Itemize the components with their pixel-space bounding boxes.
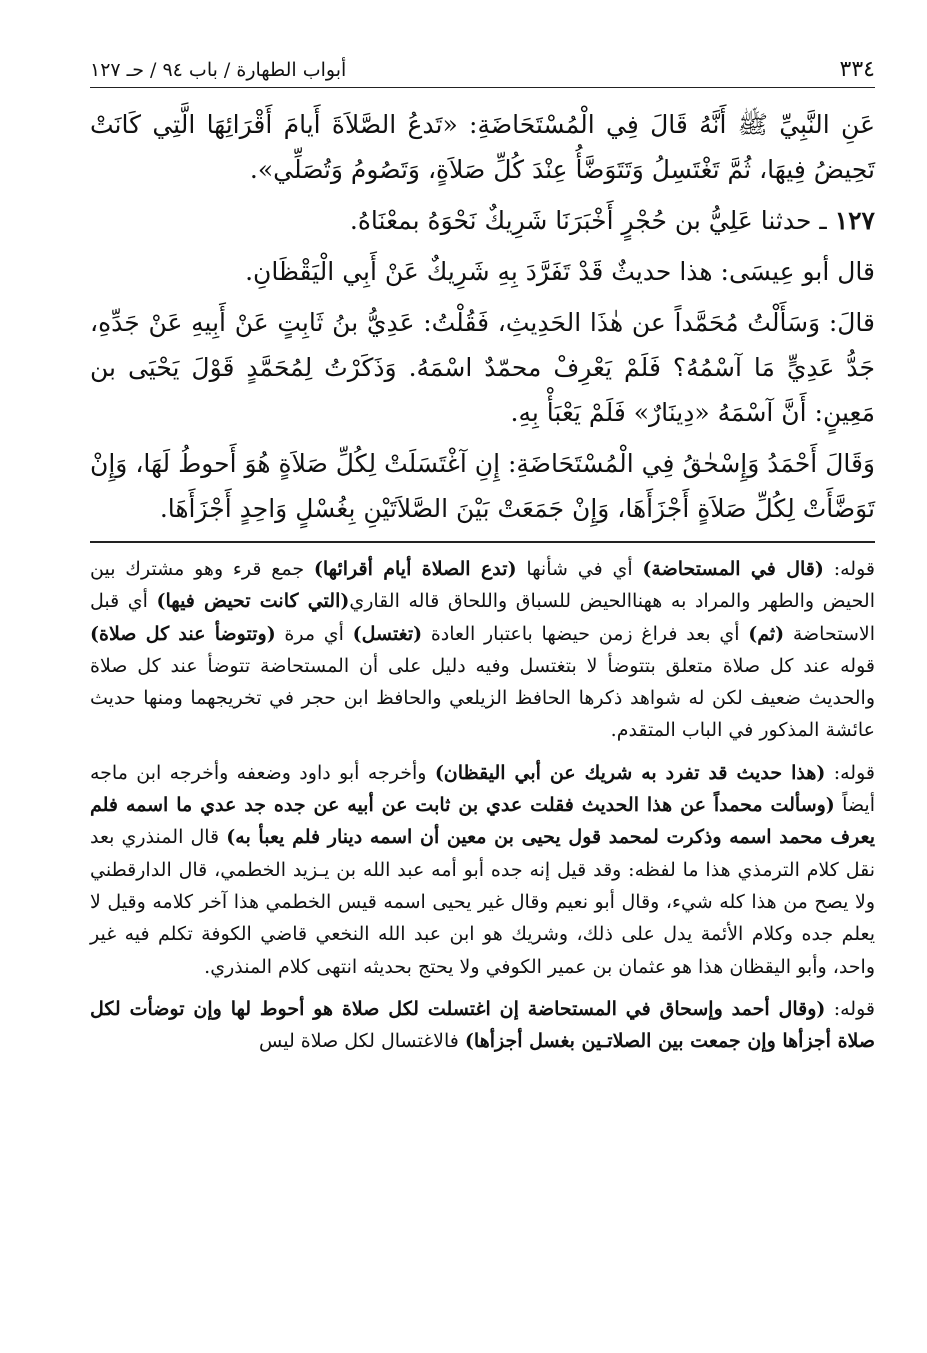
commentary-text: قال المنذري بعد نقل كلام الترمذي هذا ما لفظه: وقد قيل إنه جده أبو أمه عبد الله بن يـزيد الخطمي، قال الدارقطني ولا يصح من هذا كله شيء، وقال أبو نعيم وقال غير يحيى اسمه قيس الخطمي هذا آخر كلامه وقيل لا يعلم جده وكلام الأئمة يدل على ذلك، وشريك هو ابن عبد الله النخعي قاضي الكوفة تكلم فيه غير واحد، وأبو اليقظان هذا هو عثمان بن عمير الكوفي ولا يحتج بحديثه انتهى كلام المنذري. — [90, 826, 875, 978]
commentary-text: أي مرة — [275, 622, 353, 645]
commentary-quote: (وسألت محمداً عن هذا الحديث فقلت عدي بن ثابت عن أبيه عن جده جد عدي ما اسمه فلم يعرف محمد اسمه وذكرت لمحمد قول يحيى بن معين أن اسمه دينار فلم يعبأ به) — [90, 794, 876, 849]
commentary-quote: (ثم) — [748, 622, 785, 645]
commentary-quote: (وتتوضأ عند كل صلاة) — [90, 622, 276, 645]
commentary-text: فالاغتسال لكل صلاة ليس — [259, 1030, 465, 1053]
commentary-paragraph-1 — [90, 553, 875, 747]
hadith-paragraph-2 — [90, 198, 875, 243]
commentary-quote: (قال في المستحاضة) — [642, 558, 824, 580]
footnote-divider — [90, 541, 875, 543]
commentary-text: أي قبل الاستحاضة — [90, 590, 875, 645]
hadith-paragraph-1: عَنِ النَّبِيِّ ﷺ أَنَّهُ قَالَ فِي الْمُسْتَحَاضَةِ: «تَدعُ الصَّلاَةَ أَيامَ أَقْرَائِهَا الَّتِي كَانَتْ تَحِيضُ فِيهَا، ثُمَّ تَغْتَسِلُ وَتَتَوَضَّأُ عِنْدَ كُلِّ صَلاَةٍ، وَتَصُومُ وَتُصَلِّي». — [90, 110, 875, 184]
commentary-text: أي في شأنها — [516, 558, 643, 580]
hadith-paragraph-4: قالَ: وَسَأَلْتُ مُحَمَّداً عن هٰذَا الحَدِيثِ، فَقُلْتُ: عَدِيُّ بنُ ثَابِتٍ عَنْ أَبِيهِ عَنْ جَدِّهِ، جَدُّ عَدِيٍّ مَا آسْمُهُ؟ فَلَمْ يَعْرِفْ محمّدٌ اسْمَهُ. وَذَكَرْتُ لِمُحَمَّدٍ قَوْلَ يَحْيَى بن مَعِينٍ: أَنَّ آسْمَهُ «دِينَارٌ» فَلَمْ يَعْبَأْ بِهِ. — [90, 308, 875, 427]
commentary-text: جمع قرء وهو مشترك بين الحيض والطهر والمراد به ههناالحيض للسباق واللحاق قاله القاري — [90, 558, 875, 613]
commentary-text: قوله: — [825, 761, 875, 784]
page-number: ٣٣٤ — [839, 57, 875, 82]
commentary-text: قوله: — [823, 558, 875, 580]
commentary-text: قوله عند كل صلاة متعلق بتتوضأ لا بتغتسل وفيه دليل على أن المستحاضة تتوضأ عند كل صلاة والحديث ضعيف لكن له شواهد ذكرها الحافظ الزيلعي والحافظ ابن حجر في تخريجهما ومنها حديث عائشة المذكور في الباب المتقدم. — [90, 654, 875, 742]
commentary-text: أي بعد فراغ زمن حيضها باعتبار العادة — [422, 622, 749, 645]
commentary-text: قوله: — [825, 997, 875, 1020]
commentary-quote: (وقال أحمد وإسحاق في المستحاضة إن اغتسلت لكل صلاة هو أحوط لها وإن توضأت لكل صلاة أجزأها وإن جمعت بين الصلاتـين بغسل أجزأها) — [90, 997, 875, 1053]
commentary-section — [90, 553, 875, 1057]
running-title: أبواب الطهارة / باب ٩٤ / حـ ١٢٧ — [90, 59, 347, 81]
page-header — [90, 55, 875, 88]
hadith-text — [90, 102, 875, 531]
hadith-chain: ـ حدثنا عَلِيُّ بن حُجْرٍ أَخْبَرَنَا شَرِيكٌ نَحْوَهُ بمعْنَاهُ. — [349, 206, 835, 235]
commentary-paragraph-3 — [90, 993, 875, 1058]
hadith-paragraph-5: وَقَالَ أَحْمَدُ وَإِسْحٰقُ فِي الْمُسْتَحَاضَةِ: إِنِ آغْتَسَلَتْ لِكُلِّ صَلاَةٍ هُوَ أَحوطُ لَهَا، وَإِنْ تَوَضَّأَتْ لِكُلِّ صَلاَةٍ أَجْزَأَهَا، وَإِنْ جَمَعَتْ بَيْنَ الصَّلاَتَيْنِ بِغُسْلٍ وَاحِدٍ أَجْزَأَهَا. — [90, 449, 875, 523]
commentary-quote: (التي كانت تحيض فيها) — [156, 590, 350, 613]
hadith-paragraph-3: قال أبو عِيسَى: هذا حديثٌ قَدْ تَفَرَّدَ بِهِ شَرِيكٌ عَنْ أَبِي الْيَقْظَانِ. — [245, 257, 875, 286]
commentary-quote: (تغتسل) — [352, 622, 423, 645]
commentary-text: وأخرجه أبو داود وضعفه وأخرجه ابن ماجه أيضاً — [90, 761, 875, 817]
commentary-quote: (تدع الصلاة أيام أقرائها) — [313, 558, 517, 580]
commentary-paragraph-2 — [90, 757, 875, 983]
book-page — [90, 55, 875, 1067]
commentary-quote: (هذا حديث قد تفرد به شريك عن أبي اليقظان) — [434, 761, 826, 784]
hadith-number: ١٢٧ — [834, 206, 875, 235]
